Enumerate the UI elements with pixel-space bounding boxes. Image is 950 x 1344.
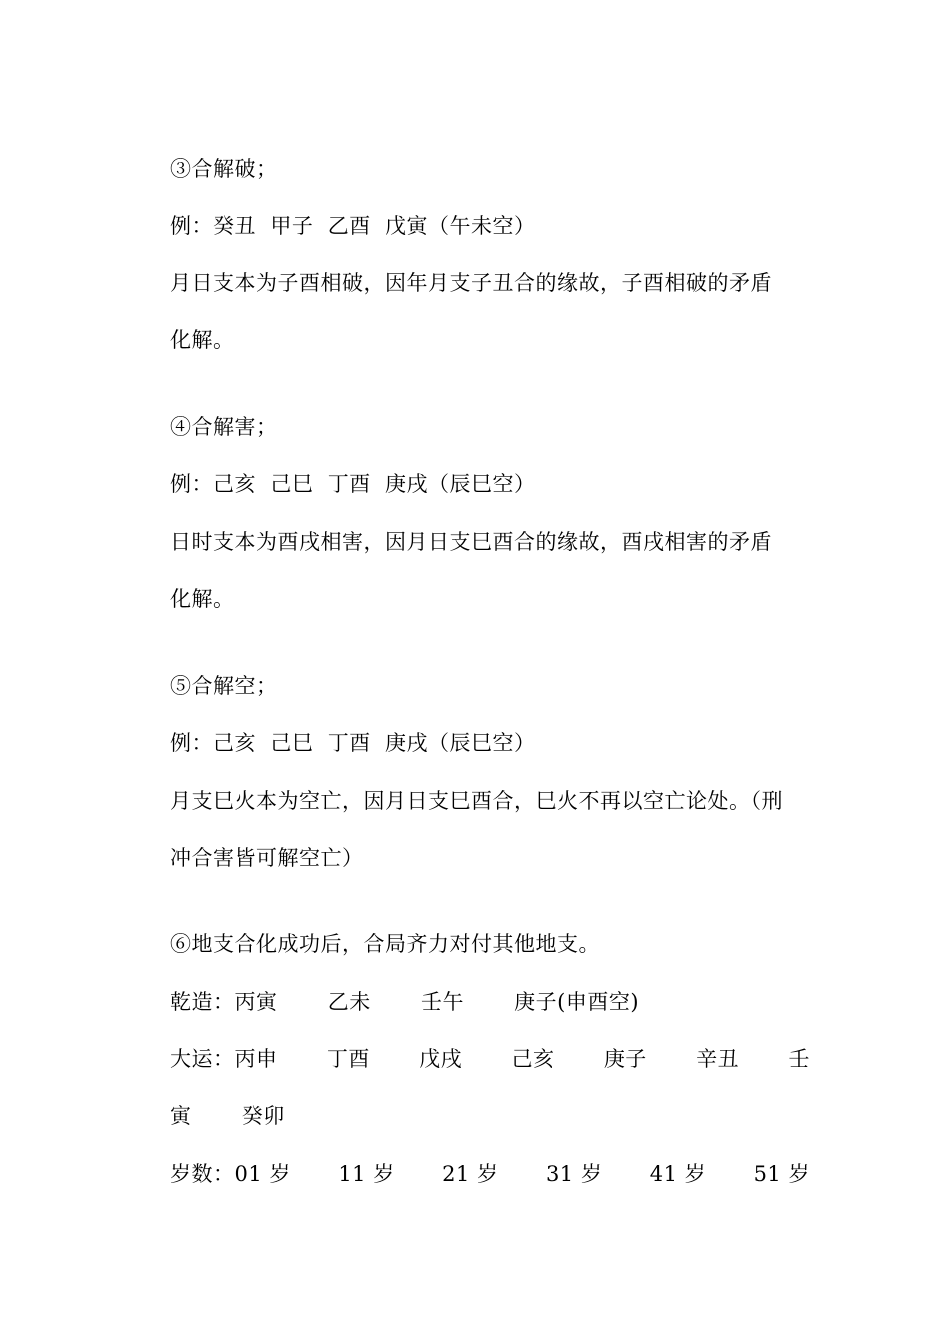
dayun-line-continued: 寅 癸卯 bbox=[170, 1104, 285, 1128]
suishu-item: 31 岁 bbox=[545, 1162, 603, 1186]
suishu-item: 51 岁 bbox=[753, 1162, 810, 1186]
suishu-item: 21 岁 bbox=[442, 1162, 499, 1186]
dayun-item: 丁酉 bbox=[326, 1047, 370, 1071]
dayun-item: 戊戌 bbox=[419, 1047, 463, 1071]
body-text: 月日支本为子酉相破，因年月支子丑合的缘故，子酉相破的矛盾 bbox=[170, 271, 772, 295]
suishu-item: 岁数：01 岁 bbox=[170, 1162, 291, 1186]
section-heading: ③合解破； bbox=[170, 157, 278, 181]
dayun-item: 己亥 bbox=[511, 1047, 555, 1071]
dayun-item: 壬 bbox=[788, 1047, 810, 1071]
dayun-item: 大运：丙申 bbox=[170, 1047, 278, 1071]
body-text: 冲合害皆可解空亡） bbox=[170, 846, 364, 870]
suishu-item: 11 岁 bbox=[338, 1162, 395, 1186]
example-line: 例：己亥 己巳 丁酉 庚戌（辰巳空） bbox=[170, 472, 536, 496]
body-text: 月支巳火本为空亡，因月日支巳酉合，巳火不再以空亡论处。（刑 bbox=[170, 789, 783, 813]
dayun-item: 辛丑 bbox=[696, 1047, 740, 1071]
section-heading: ⑥地支合化成功后，合局齐力对付其他地支。 bbox=[170, 932, 600, 956]
qianzao-line: 乾造：丙寅 乙未 壬午 庚子(申酉空) bbox=[170, 990, 640, 1014]
body-text: 日时支本为酉戌相害，因月日支巳酉合的缘故，酉戌相害的矛盾 bbox=[170, 530, 772, 554]
section-heading: ④合解害； bbox=[170, 415, 278, 439]
dayun-item: 庚子 bbox=[603, 1047, 647, 1071]
suishu-item: 41 岁 bbox=[649, 1162, 707, 1186]
suishu-line bbox=[170, 1160, 810, 1188]
dayun-line bbox=[170, 1045, 810, 1073]
body-text: 化解。 bbox=[170, 328, 235, 352]
example-line: 例：癸丑 甲子 乙酉 戊寅（午未空） bbox=[170, 214, 536, 238]
body-text: 化解。 bbox=[170, 587, 235, 611]
section-heading: ⑤合解空； bbox=[170, 674, 278, 698]
example-line: 例：己亥 己巳 丁酉 庚戌（辰巳空） bbox=[170, 731, 536, 755]
